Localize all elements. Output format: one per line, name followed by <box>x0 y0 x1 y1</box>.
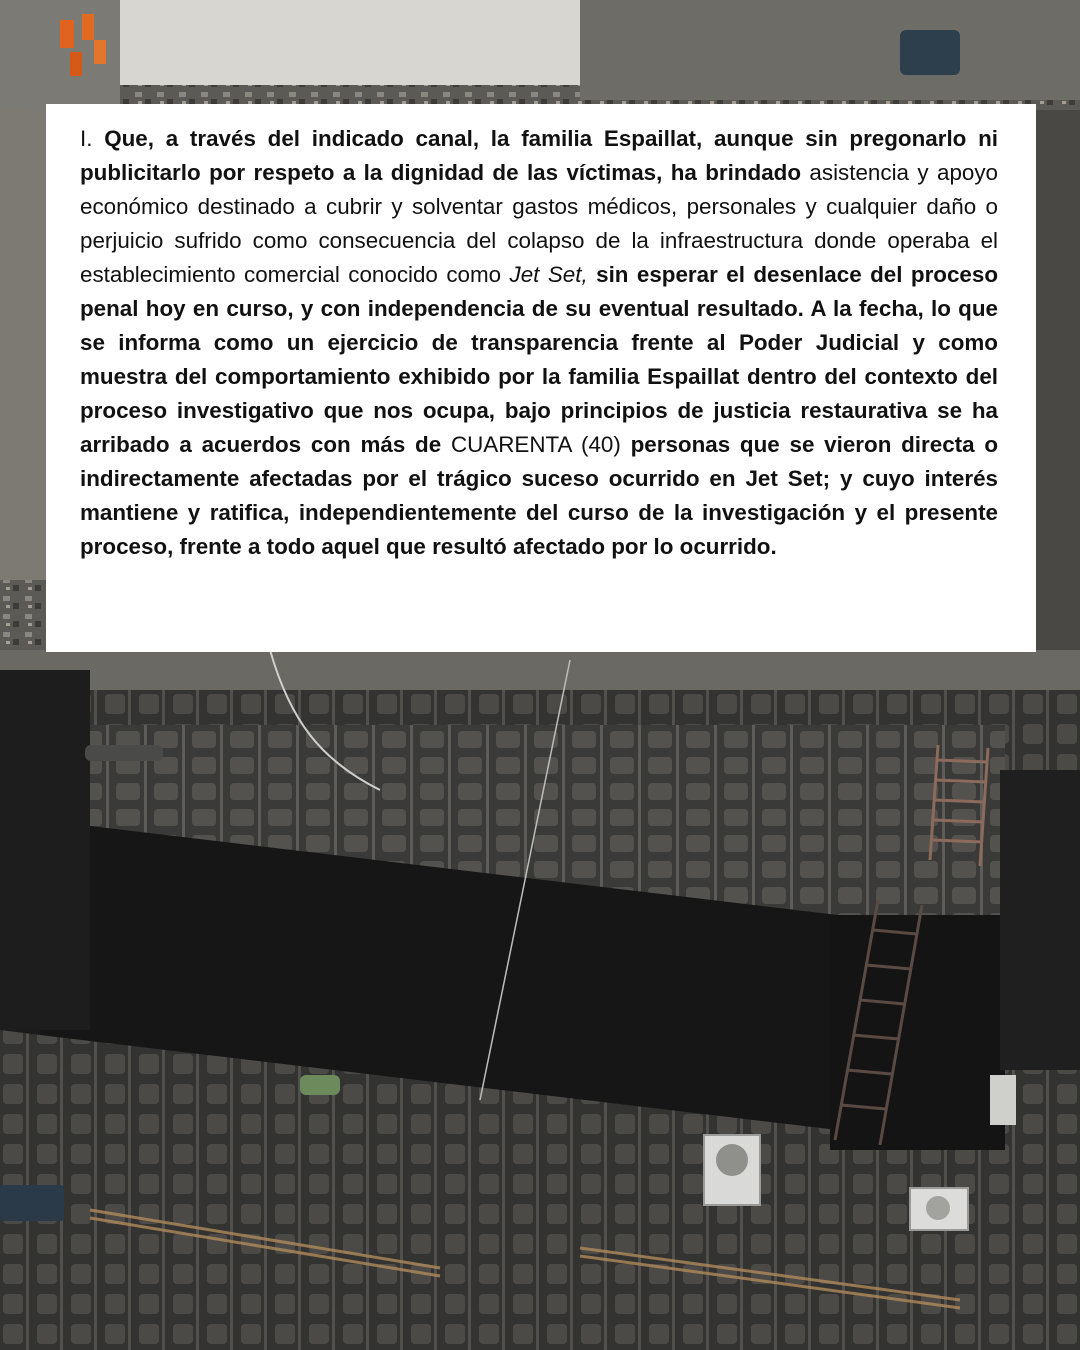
statement-panel <box>46 104 1036 652</box>
venue-name-italic: Jet Set, <box>509 262 588 287</box>
paragraph-number: I. <box>80 126 105 151</box>
statement-text <box>80 122 998 564</box>
statement-segment-2: asistencia y apoyo económico destinado a cubrir y solventar gastos médicos, personales y cualquier daño o perjuicio sufrido como consecuencia del colapso de la infraestructura donde operaba el establecimiento comercial conocido como <box>80 160 998 287</box>
agreement-count: CUARENTA (40) <box>450 432 621 457</box>
statement-segment-4: personas que se vieron directa o indirectamente afectadas por el trágico suceso ocurrido en Jet Set; y cuyo interés mantiene y ratifica, independientemente del curso de la investigación y el presente proceso, frente a todo aquel que resultó afectado por lo ocurrido. <box>80 432 999 559</box>
statement-segment-1: Que, a través del indicado canal, la familia Espaillat, aunque sin pregonarlo ni publicitarlo por respeto a la dignidad de las víctimas, ha brindado <box>80 126 998 185</box>
statement-segment-3: sin esperar el desenlace del proceso penal hoy en curso, y con independencia de su eventual resultado. A la fecha, lo que se informa como un ejercicio de transparencia frente al Poder Judicial y como muestra del comportamiento exhibido por la familia Espaillat dentro del contexto del proceso investigativo que nos ocupa, bajo principios de justicia restaurativa se ha arribado a acuerdos con más de <box>80 262 998 457</box>
